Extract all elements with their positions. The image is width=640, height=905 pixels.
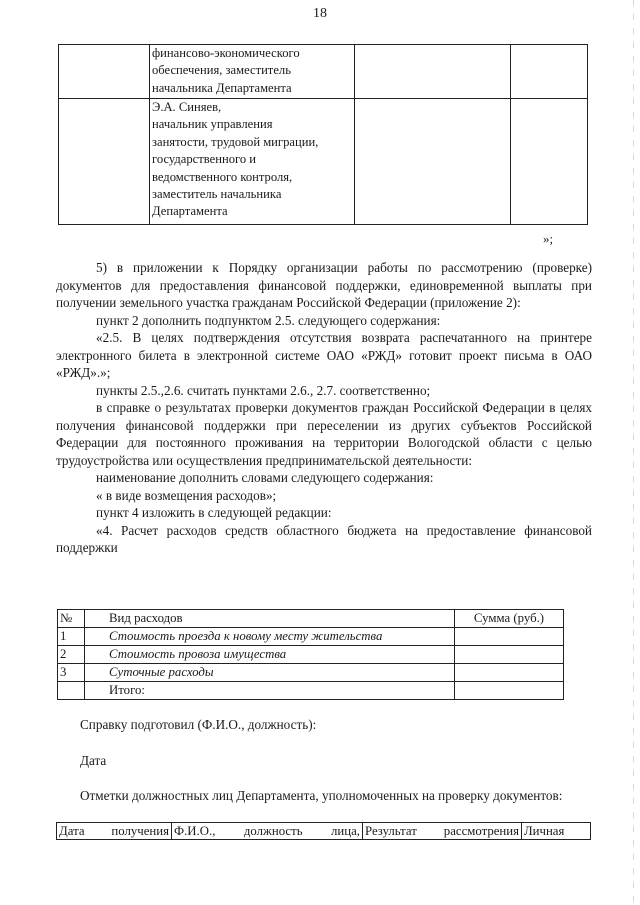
table-cell (150, 99, 355, 225)
row-number (58, 682, 85, 700)
table-header-row (58, 610, 564, 628)
cell-line: Департамента (152, 204, 228, 219)
paragraph: « в виде возмещения расходов»; (96, 487, 277, 503)
header-cell: Ф.И.О., должность лица, (172, 823, 363, 840)
header-cell-no: № (58, 610, 85, 628)
cell-line: финансово-экономического (152, 46, 300, 60)
paragraph: наименование дополнить словами следующего содержания: (96, 470, 434, 485)
table-cell (355, 45, 511, 99)
row-number: 2 (58, 646, 85, 664)
prepared-by-label: Справку подготовил (Ф.И.О., должность): (80, 717, 317, 732)
paragraph: пункт 2 дополнить подпунктом 2.5. следующего содержания: (96, 312, 441, 328)
table-cell (150, 45, 355, 99)
header-cell-sum: Сумма (руб.) (455, 610, 564, 628)
paragraph: пункт 4 изложить в следующей редакции: (96, 505, 332, 520)
check-table (56, 822, 591, 840)
table-row (59, 99, 588, 225)
header-cell: Дата получения (57, 823, 172, 840)
scan-edge-line (633, 0, 634, 905)
paragraph: «2.5. В целях подтверждения отсутствия возврата распечатанного на принтере электронного билета в электронной системе ОАО «РЖД» готовит проект письма в ОАО «РЖД».»; (56, 330, 592, 380)
page-number: 18 (313, 6, 327, 21)
expense-kind: Стоимость провоза имущества (85, 646, 455, 664)
header-cell-kind: Вид расходов (85, 610, 455, 628)
table-total-row (58, 682, 564, 700)
table-cell (511, 45, 588, 99)
amendment-text (56, 259, 592, 557)
table-cell (59, 99, 150, 225)
total-label: Итого: (85, 682, 455, 700)
paragraph: в справке о результатах проверки документов граждан Российской Федерации в целях получения финансовой поддержки при переселении из других субъектов Российской Федерации для постоянного проживания на территории Вологодской области с целью трудоустройства или осуществления предпринимательской деятельности: (56, 400, 592, 468)
table-row (58, 628, 564, 646)
row-number: 1 (58, 628, 85, 646)
officials-table (58, 44, 588, 225)
marks-paragraph (56, 788, 592, 804)
cell-line: начальника Департамента (152, 80, 292, 95)
cell-line: государственного и (152, 152, 257, 167)
total-sum (455, 682, 564, 700)
paragraph: 5) в приложении к Порядку организации работы по рассмотрению (проверке) документов для предоставления финансовой поддержки, единовременной выплаты при получении земельного участка гражданам Российской Федерации (приложение 2): (56, 260, 592, 310)
header-cell: Личная (522, 823, 591, 840)
expenses-table (57, 609, 564, 700)
header-cell: Результат рассмотрения (363, 823, 522, 840)
table-header-row (57, 823, 591, 840)
closing-quote: »; (543, 231, 554, 246)
cell-line: Э.А. Синяев, (152, 100, 222, 114)
expense-kind: Суточные расходы (85, 664, 455, 682)
cell-line: заместитель начальника (152, 187, 282, 202)
paragraph: пункты 2.5.,2.6. считать пунктами 2.6., 2.7. соответственно; (96, 382, 431, 398)
expense-sum (455, 646, 564, 664)
cell-line: обеспечения, заместитель (152, 63, 291, 78)
table-cell (355, 99, 511, 225)
table-cell (59, 45, 150, 99)
date-label: Дата (80, 753, 107, 768)
marks-text: Отметки должностных лиц Департамента, уполномоченных на проверку документов: (80, 788, 563, 803)
cell-line: занятости, трудовой миграции, (152, 134, 319, 149)
cell-line: начальник управления (152, 117, 273, 132)
row-number: 3 (58, 664, 85, 682)
table-row (58, 646, 564, 664)
table-cell (511, 99, 588, 225)
expense-sum (455, 664, 564, 682)
expense-kind: Стоимость проезда к новому месту жительства (85, 628, 455, 646)
cell-line: ведомственного контроля, (152, 169, 293, 184)
table-row (58, 664, 564, 682)
table-row (59, 45, 588, 99)
paragraph: «4. Расчет расходов средств областного бюджета на предоставление финансовой поддержки (56, 522, 592, 555)
expense-sum (455, 628, 564, 646)
